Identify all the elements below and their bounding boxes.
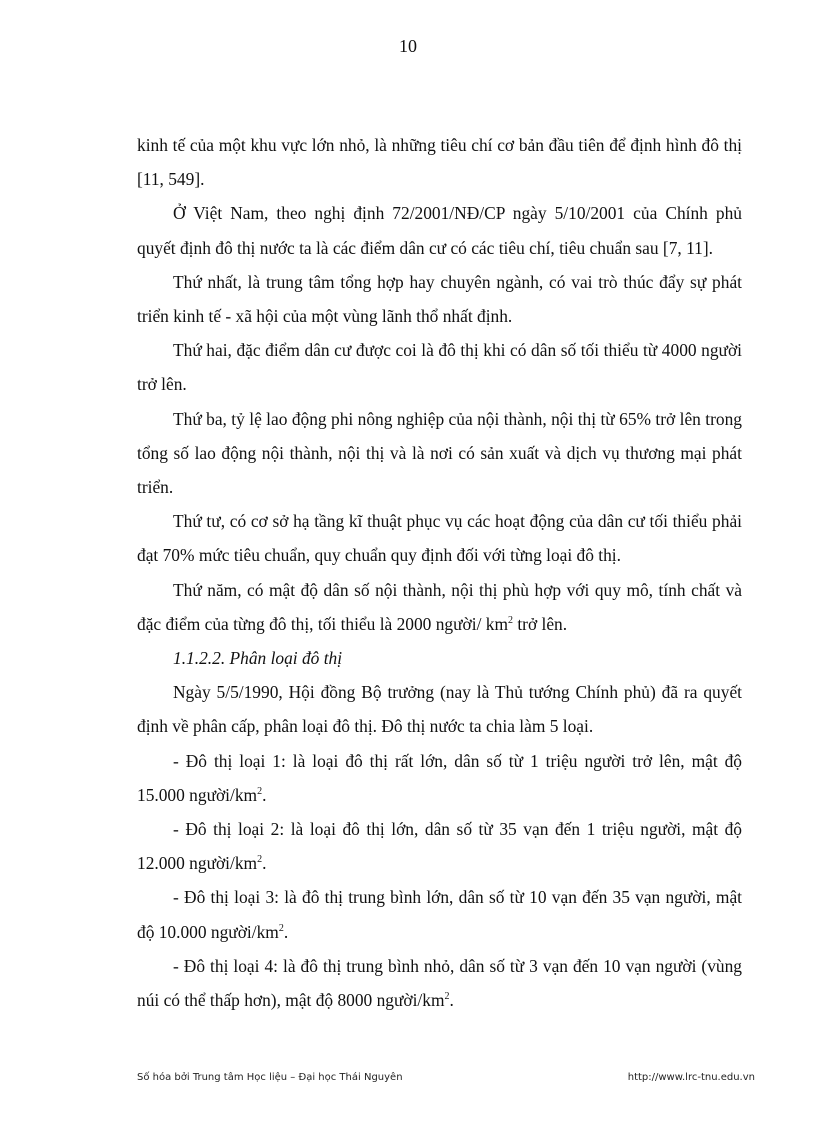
list-item-type-2: - Đô thị loại 2: là loại đô thị lớn, dân số từ 35 vạn đến 1 triệu người, mật độ 12.000 người/$km^2$. bbox=[137, 819, 742, 874]
paragraph-criterion-2: Thứ hai, đặc điểm dân cư được coi là đô thị khi có dân số tối thiểu từ 4000 người trở lên. bbox=[137, 340, 742, 395]
paragraph-classification: Ngày 5/5/1990, Hội đồng Bộ trưởng (nay là Thủ tướng Chính phủ) đã ra quyết định về phân cấp, phân loại đô thị. Đô thị nước ta chia làm 5 loại. bbox=[137, 682, 742, 737]
paragraph-criterion-3: Thứ ba, tỷ lệ lao động phi nông nghiệp của nội thành, nội thị từ 65% trở lên trong tổng số lao động nội thành, nội thị và là nơi có sản xuất và dịch vụ thương mại phát triển. bbox=[137, 408, 742, 498]
section-heading: 1.1.2.2. Phân loại đô thị bbox=[173, 648, 343, 669]
paragraph-criterion-4: Thứ tư, có cơ sở hạ tầng kĩ thuật phục vụ các hoạt động của dân cư tối thiểu phải đạt 70% mức tiêu chuẩn, quy chuẩn quy định đối với từng loại đô thị. bbox=[137, 511, 742, 566]
list-item-type-3: - Đô thị loại 3: là đô thị trung bình lớn, dân số từ 10 vạn đến 35 vạn người, mật độ 10.000 người/$km^2$. bbox=[137, 887, 742, 942]
paragraph-decree: Ở Việt Nam, theo nghị định 72/2001/NĐ/CP ngày 5/10/2001 của Chính phủ quyết định đô thị nước ta là các điểm dân cư có các tiêu chí, tiêu chuẩn sau [7, 11]. bbox=[137, 203, 742, 258]
footer-url: http://www.lrc-tnu.edu.vn bbox=[627, 1072, 755, 1083]
footer-source: Số hóa bởi Trung tâm Học liệu – Đại học Thái Nguyên bbox=[137, 1072, 403, 1083]
list-item-type-4: - Đô thị loại 4: là đô thị trung bình nhỏ, dân số từ 3 vạn đến 10 vạn người (vùng núi có thể thấp hơn), mật độ 8000 người/$km^2$. bbox=[137, 955, 742, 1011]
list-item-type-1: - Đô thị loại 1: là loại đô thị rất lớn, dân số từ 1 triệu người trở lên, mật độ 15.000 người/$km^2$. bbox=[137, 750, 742, 805]
page-number: 10 bbox=[399, 36, 417, 56]
paragraph-continuation: kinh tế của một khu vực lớn nhỏ, là những tiêu chí cơ bản đầu tiên để định hình đô thị [11, 549]. bbox=[137, 135, 742, 190]
paragraph-criterion-5: Thứ năm, có mật độ dân số nội thành, nội thị phù hợp với quy mô, tính chất và đặc điểm của từng đô thị, tối thiểu là 2000 người/ $km^2$ trở lên. bbox=[137, 579, 742, 634]
paragraph-criterion-1: Thứ nhất, là trung tâm tổng hợp hay chuyên ngành, có vai trò thúc đẩy sự phát triển kinh tế - xã hội của một vùng lãnh thổ nhất định. bbox=[137, 271, 742, 327]
body-text bbox=[137, 128, 742, 1017]
